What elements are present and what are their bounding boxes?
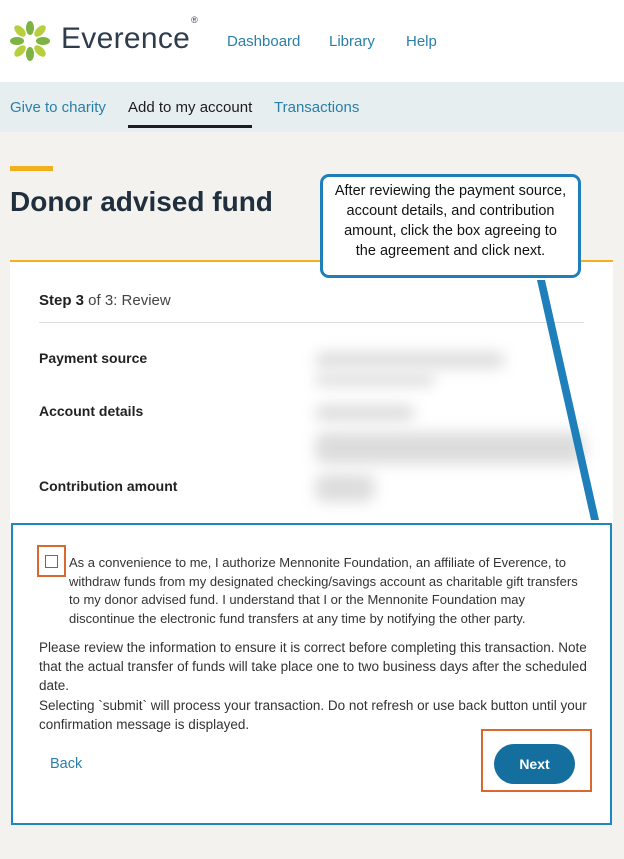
tab-transactions[interactable]: Transactions (274, 99, 360, 116)
review-card (10, 260, 613, 524)
payment-source-value-redacted (315, 352, 505, 368)
agreement-checkbox[interactable] (45, 555, 58, 568)
account-details-value-redacted (315, 405, 415, 421)
review-notice-line-1: Please review the information to ensure it is correct before completing this transaction. Note that the actual transfer of funds will take place one to two business days after the scheduled date. (39, 640, 587, 694)
consent-text: As a convenience to me, I authorize Mennonite Foundation, an affiliate of Everence, to withdraw funds from my designated checking/savings account as charitable gift transfers to my donor advised fund. I understand that I or the Mennonite Foundation may discontinue the electronic fund transfers at any time by notifying the other party. (69, 555, 578, 626)
step-indicator: Step 3 of 3: Review (39, 292, 171, 309)
back-link[interactable]: Back (50, 756, 83, 772)
account-details-label: Account details (39, 403, 144, 419)
payment-source-label: Payment source (39, 350, 148, 366)
instruction-callout (320, 174, 581, 278)
nav-help[interactable]: Help (406, 33, 437, 50)
tab-bar (0, 82, 624, 132)
step-divider (39, 322, 584, 323)
title-accent-bar (10, 166, 53, 171)
review-notice-line-2: Selecting `submit` will process your transaction. Do not refresh or use back button until your confirmation message is displayed. (39, 697, 587, 732)
brand-name[interactable]: Everence® (61, 15, 199, 55)
tab-add-to-my-account[interactable]: Add to my account (128, 99, 253, 116)
review-notice (39, 638, 599, 734)
site-header (0, 0, 624, 82)
nav-dashboard[interactable]: Dashboard (227, 33, 301, 50)
everence-logo-icon[interactable] (10, 21, 50, 61)
nav-library[interactable]: Library (329, 33, 375, 50)
account-details-subvalue-redacted (315, 432, 585, 464)
next-button[interactable]: Next (494, 744, 575, 784)
tab-give-to-charity[interactable]: Give to charity (10, 99, 106, 116)
payment-source-subvalue-redacted (315, 374, 435, 386)
callout-text: After reviewing the payment source, account details, and contribution amount, click the box agreeing to the agreement and click next. (323, 177, 578, 275)
contribution-amount-value-redacted (315, 474, 375, 502)
page-title: Donor advised fund (10, 186, 273, 217)
contribution-amount-label: Contribution amount (39, 478, 178, 494)
